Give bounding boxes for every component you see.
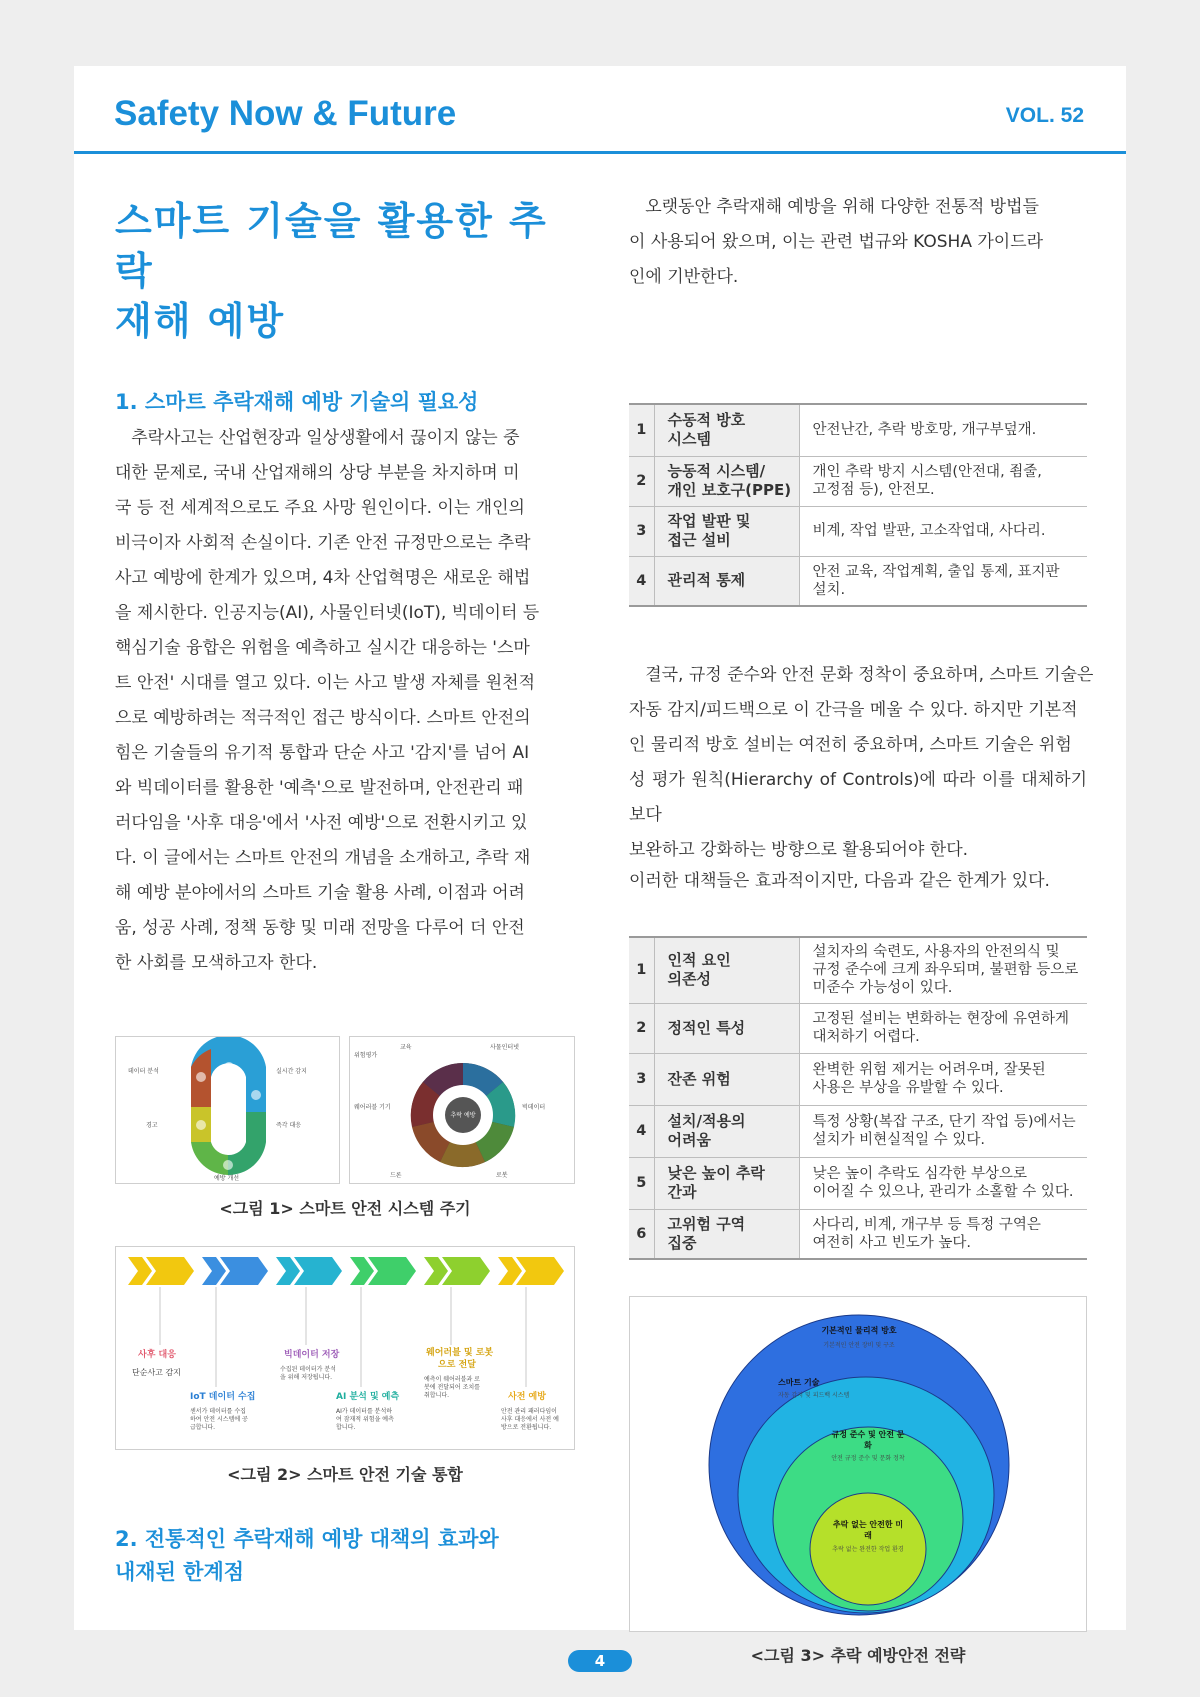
cycle-label-warn: 경고 bbox=[146, 1122, 158, 1129]
label-ai-analysis: AI 분석 및 예측 bbox=[336, 1392, 400, 1402]
limitations-table bbox=[629, 936, 1087, 1260]
section2-heading: 2. 전통적인 추락재해 예방 대책의 효과와 내재된 한계점 bbox=[115, 1527, 499, 1584]
figure-1b-wheel bbox=[349, 1036, 575, 1184]
table-row: 3 잔존 위험 완벽한 위험 제거는 어려우며, 잘못된 사용은 부상을 유발할 수 있다. bbox=[629, 1053, 1087, 1105]
paragraph-3: 이러한 대책들은 효과적이지만, 다음과 같은 한계가 있다. bbox=[629, 871, 1050, 891]
figure-3-caption: <그림 3> 추락 예방안전 전략 bbox=[750, 1646, 966, 1665]
svg-text:화: 화 bbox=[864, 1441, 872, 1450]
table-row: 2 정적인 특성 고정된 설비는 변화하는 현장에 유연하게 대처하기 어렵다. bbox=[629, 1003, 1087, 1053]
svg-text:사후 대응에서 사전 예: 사후 대응에서 사전 예 bbox=[501, 1416, 559, 1423]
svg-text:래: 래 bbox=[864, 1531, 872, 1540]
table-row: 3 작업 발판 및 접근 설비 비계, 작업 발판, 고소작업대, 사다리. bbox=[629, 506, 1087, 556]
wheel-label-bigdata: 빅데이터 bbox=[522, 1104, 546, 1111]
cycle-label-improve: 예방 개선 bbox=[214, 1175, 240, 1182]
wheel-label-risk: 위험평가 bbox=[354, 1052, 378, 1059]
label-future: 추락 없는 안전한 미 bbox=[832, 1520, 904, 1529]
page-number: 4 bbox=[568, 1650, 632, 1672]
chevron-row bbox=[128, 1257, 564, 1285]
paragraph-2: 결국, 규정 준수와 안전 문화 정착이 중요하며, 스마트 기술은 자동 감지/피드백으로 이 간극을 메울 수 있다. 하지만 기본적 인 물리적 방호 설비는 여전히 중요하며, 스마트 기술은 위험 성 평가 원칙(Hierarchy of Controls)에 따라 이를 대체하기보다 보완하고 강화하는 방향으로 활용되어야 한다. bbox=[629, 665, 1094, 860]
label-prevention: 사전 예방 bbox=[508, 1392, 546, 1402]
wheel-label-education: 교육 bbox=[400, 1044, 412, 1051]
svg-text:예측이 웨어러블과 로: 예측이 웨어러블과 로 bbox=[424, 1376, 480, 1383]
svg-text:합니다.: 합니다. bbox=[336, 1424, 356, 1431]
figure-3-strategy bbox=[629, 1296, 1087, 1632]
table-row: 1 수동적 방호 시스템 안전난간, 추락 방호망, 개구부덮개. bbox=[629, 404, 1087, 456]
section1-heading: 1. 스마트 추락재해 예방 기술의 필요성 bbox=[115, 390, 479, 414]
figure-2-integration bbox=[115, 1246, 575, 1450]
magazine-brand: Safety Now & Future bbox=[114, 94, 457, 133]
intro-paragraph: 오랫동안 추락재해 예방을 위해 다양한 전통적 방법들 이 사용되어 왔으며, 이는 관련 법규와 KOSHA 가이드라 인에 기반한다. bbox=[629, 197, 1044, 287]
figure-1 bbox=[115, 1036, 575, 1184]
label-compliance: 규정 준수 및 안전 문 bbox=[831, 1430, 905, 1439]
svg-text:하여 안전 시스템에 공: 하여 안전 시스템에 공 bbox=[190, 1416, 248, 1423]
figure-1-caption: <그림 1> 스마트 안전 시스템 주기 bbox=[219, 1199, 471, 1218]
integration-diagram bbox=[116, 1247, 575, 1450]
svg-text:자동 감지 및 피드백 시스템: 자동 감지 및 피드백 시스템 bbox=[778, 1392, 850, 1399]
table-row: 2 능동적 시스템/ 개인 보호구(PPE) 개인 추락 방지 시스템(안전대, 죔줄, 고정점 등), 안전모. bbox=[629, 456, 1087, 506]
label-iot-collect: IoT 데이터 수집 bbox=[190, 1392, 256, 1402]
svg-text:취합니다.: 취합니다. bbox=[424, 1392, 450, 1399]
cycle-segment-green bbox=[228, 1112, 266, 1175]
label-smart: 스마트 기술 bbox=[778, 1378, 820, 1387]
svg-text:수집된 데이터가 분석: 수집된 데이터가 분석 bbox=[280, 1366, 336, 1373]
cycle-diagram bbox=[116, 1037, 340, 1184]
svg-text:AI가 데이터를 분석하: AI가 데이터를 분석하 bbox=[336, 1408, 393, 1415]
wheel-label-wearable: 웨어러블 기기 bbox=[354, 1104, 391, 1111]
label-physical: 기본적인 물리적 방호 bbox=[821, 1326, 897, 1335]
desc-after-response: 단순사고 감지 bbox=[132, 1368, 181, 1377]
right-column bbox=[629, 196, 1094, 1665]
svg-text:급합니다.: 급합니다. bbox=[190, 1424, 216, 1431]
wheel-diagram bbox=[350, 1037, 575, 1184]
table-row: 5 낮은 높이 추락 간과 낮은 높이 추락도 심각한 부상으로 이어질 수 있으나, 관리가 소홀할 수 있다. bbox=[629, 1157, 1087, 1209]
magazine-header bbox=[74, 66, 1126, 154]
traditional-methods-table bbox=[629, 403, 1087, 607]
table-row: 6 고위험 구역 집중 사다리, 비계, 개구부 등 특정 구역은 여전히 사고 빈도가 높다. bbox=[629, 1209, 1087, 1259]
svg-text:센서가 데이터를 수집: 센서가 데이터를 수집 bbox=[190, 1408, 246, 1415]
svg-text:을 위해 저장됩니다.: 을 위해 저장됩니다. bbox=[280, 1374, 333, 1381]
cycle-label-detect: 실시간 감지 bbox=[276, 1068, 307, 1075]
svg-text:안전 관리 패러다임이: 안전 관리 패러다임이 bbox=[501, 1408, 557, 1415]
volume-number: VOL. 52 bbox=[1005, 104, 1084, 127]
table-row: 1 인적 요인 의존성 설치자의 숙련도, 사용자의 안전의식 및 규정 준수에 크게 좌우되며, 불편함 등으로 미준수 가능성이 있다. bbox=[629, 937, 1087, 1003]
page bbox=[74, 66, 1126, 1665]
figure-2-caption: <그림 2> 스마트 안전 기술 통합 bbox=[227, 1465, 463, 1484]
svg-text:여 잠재적 위험을 예측: 여 잠재적 위험을 예측 bbox=[336, 1416, 394, 1423]
svg-text:으로 전달: 으로 전달 bbox=[438, 1360, 476, 1370]
wheel-label-robot: 로봇 bbox=[496, 1172, 508, 1179]
svg-text:안전 규정 준수 및 문화 정착: 안전 규정 준수 및 문화 정착 bbox=[831, 1455, 905, 1462]
svg-text:방으로 전환됩니다.: 방으로 전환됩니다. bbox=[501, 1424, 552, 1431]
cycle-label-respond: 즉각 대응 bbox=[276, 1122, 302, 1129]
left-column bbox=[115, 196, 575, 1584]
figure-1a-cycle bbox=[115, 1036, 340, 1184]
nested-circles-diagram bbox=[630, 1297, 1087, 1632]
svg-text:봇에 전달되어 조치를: 봇에 전달되어 조치를 bbox=[424, 1384, 480, 1391]
wheel-label-iot: 사물인터넷 bbox=[490, 1044, 519, 1051]
svg-text:기본적인 안전 장비 및 구조: 기본적인 안전 장비 및 구조 bbox=[823, 1342, 895, 1349]
wheel-center-label: 추락 예방 bbox=[450, 1112, 476, 1119]
table-row: 4 설치/적용의 어려움 특정 상황(복잡 구조, 단기 작업 등)에서는 설치가 비현실적일 수 있다. bbox=[629, 1105, 1087, 1157]
cycle-label-analysis: 데이터 분석 bbox=[128, 1068, 159, 1075]
label-after-response: 사후 대응 bbox=[138, 1350, 176, 1360]
label-bigdata-store: 빅데이터 저장 bbox=[284, 1350, 340, 1360]
section1-body: 추락사고는 산업현장과 일상생활에서 끊이지 않는 중 대한 문제로, 국내 산업재해의 상당 부분을 차지하며 미 국 등 전 세계적으로도 주요 사망 원인이다. 이는 개인의 비극이자 사회적 손실이다. 기존 안전 규정만으로는 추락 사고 예방에 한계가 있으며, 4차 산업혁명은 새로운 해법 을 제시한다. 인공지능(AI), 사물인터넷(IoT), 빅데이터 등 핵심기술 융합은 위험을 예측하고 실시간 대응하는 '스마 트 안전' 시대를 열고 있다. 이는 사고 발생 자체를 원천적 으로 예방하려는 적극적인 접근 방식이다. 스마트 안전의 힘은 기술들의 유기적 통합과 단순 사고 '감지'를 넘어 AI 와 빅데이터를 활용한 '예측'으로 발전하며, 안전관리 패 러다임을 '사후 대응'에서 '사전 예방'으로 전환시키고 있 다. 이 글에서는 스마트 안전의 개념을 소개하고, 추락 재 해 예방 분야에서의 스마트 기술 활용 사례, 이점과 어려 움, 성공 사례, 정책 동향 및 미래 전망을 다루어 더 안전 한 사회를 모색하고자 한다. bbox=[115, 428, 540, 973]
table-row: 4 관리적 통제 안전 교육, 작업계획, 출입 통제, 표지판 설치. bbox=[629, 556, 1087, 606]
label-wearable-robot: 웨어러블 및 로봇 bbox=[426, 1348, 494, 1358]
article-title: 스마트 기술을 활용한 추락 재해 예방 bbox=[115, 199, 548, 343]
svg-text:추락 없는 완전한 작업 환경: 추락 없는 완전한 작업 환경 bbox=[832, 1546, 904, 1553]
wheel-label-drone: 드론 bbox=[390, 1172, 402, 1179]
